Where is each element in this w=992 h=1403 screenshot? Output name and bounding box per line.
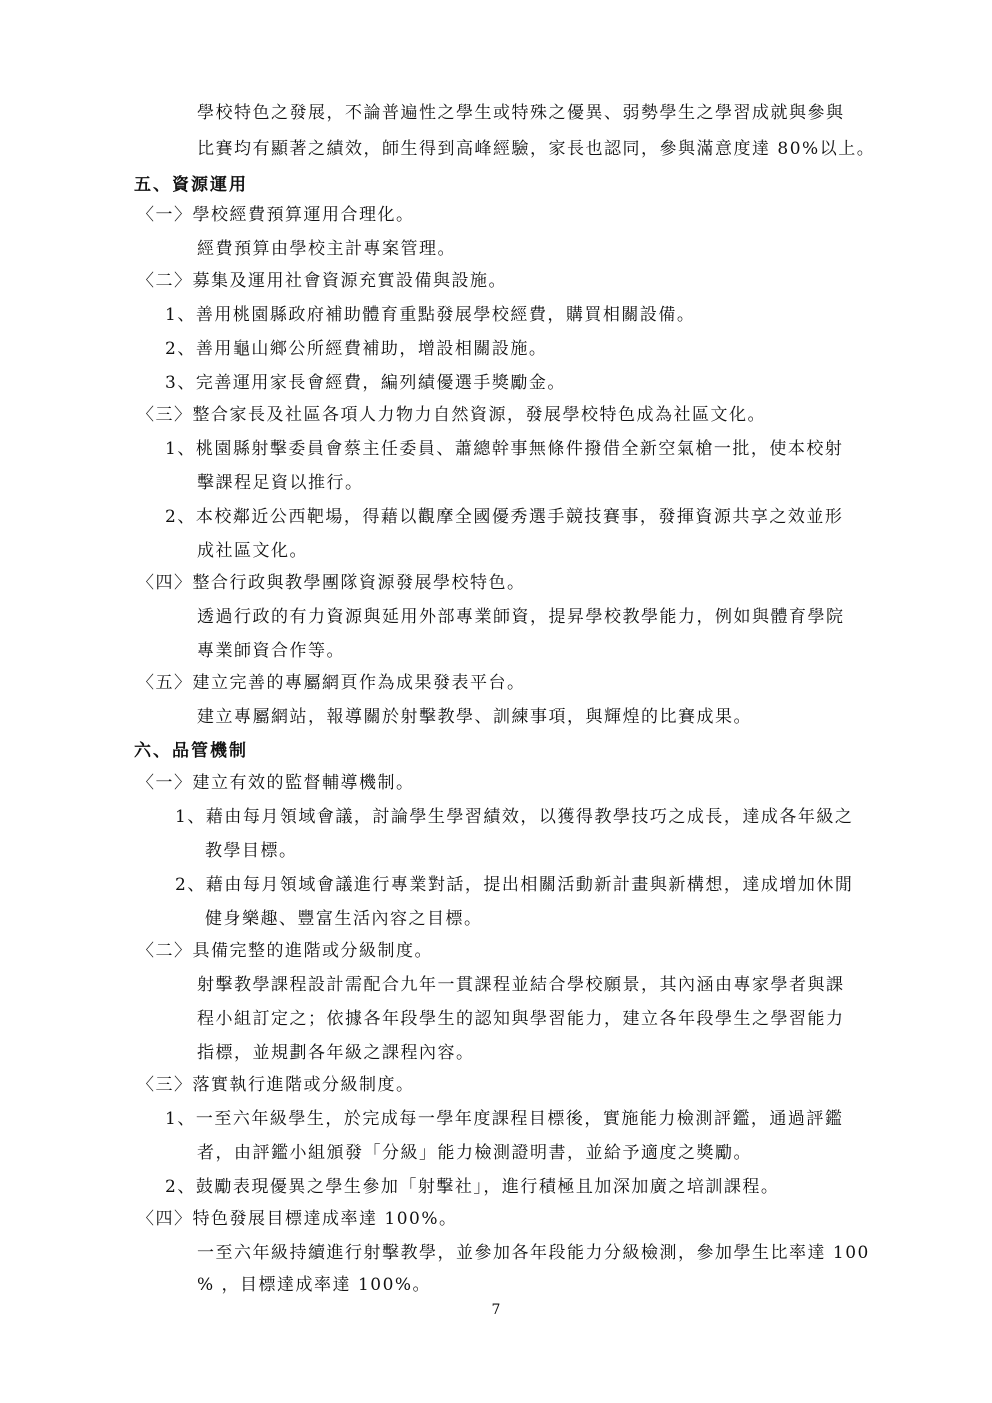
section-heading: 五、資源運用 [134,175,248,195]
body-text-line: 專業師資合作等。 [197,641,345,661]
page-number: 7 [491,1302,501,1318]
subsection-heading: 〈三〉落實執行進階或分級制度。 [137,1075,415,1095]
list-item-continuation: 成社區文化。 [197,541,308,561]
list-item-continuation: 教學目標。 [205,841,298,861]
body-text-line: 透過行政的有力資源與延用外部專業師資，提昇學校教學能力，例如與體育學院 [197,607,845,627]
list-item: 1、一至六年級學生，於完成每一學年度課程目標後，實施能力檢測評鑑，通過評鑑 [165,1109,844,1129]
list-item: 1、桃園縣射擊委員會蔡主任委員、蕭總幹事無條件撥借全新空氣槍一批，使本校射 [165,439,844,459]
subsection-heading: 〈四〉特色發展目標達成率達 100%。 [137,1209,458,1229]
subsection-heading: 〈一〉建立有效的監督輔導機制。 [137,773,415,793]
subsection-heading: 〈二〉具備完整的進階或分級制度。 [137,941,433,961]
list-item: 1、藉由每月領域會議，討論學生學習績效，以獲得教學技巧之成長，達成各年級之 [175,807,854,827]
list-item: 2、藉由每月領域會議進行專業對話，提出相關活動新計畫與新構想，達成增加休閒 [175,875,854,895]
body-text-line: 建立專屬網站，報導關於射擊教學、訓練事項，與輝煌的比賽成果。 [197,707,752,727]
list-item-continuation: 健身樂趣、豐富生活內容之目標。 [205,909,483,929]
body-text-line: 射擊教學課程設計需配合九年一貫課程並結合學校願景，其內涵由專家學者與課 [197,975,845,995]
list-item-continuation: 者，由評鑑小組頒發「分級」能力檢測證明書，並給予適度之獎勵。 [197,1143,752,1163]
subsection-heading: 〈四〉整合行政與教學團隊資源發展學校特色。 [137,573,526,593]
subsection-heading: 〈三〉整合家長及社區各項人力物力自然資源，發展學校特色成為社區文化。 [137,405,766,425]
list-item: 1、善用桃園縣政府補助體育重點發展學校經費，購買相關設備。 [165,305,696,325]
section-heading: 六、品管機制 [134,741,248,761]
body-text-line: 一至六年級持續進行射擊教學，並參加各年段能力分級檢測，參加學生比率達 100 [197,1243,870,1263]
list-item: 2、鼓勵表現優異之學生參加「射擊社」，進行積極且加深加廣之培訓課程。 [165,1177,780,1197]
body-text-line: 程小組訂定之；依據各年段學生的認知與學習能力，建立各年段學生之學習能力 [197,1009,845,1029]
subsection-heading: 〈一〉學校經費預算運用合理化。 [137,205,415,225]
list-item-continuation: 擊課程足資以推行。 [197,473,364,493]
body-text-line: 指標，並規劃各年級之課程內容。 [197,1043,475,1063]
list-item: 3、完善運用家長會經費，編列績優選手獎勵金。 [165,373,566,393]
body-text-line: % ，目標達成率達 100%。 [197,1275,432,1295]
body-text-line: 經費預算由學校主計專案管理。 [197,239,456,259]
subsection-heading: 〈五〉建立完善的專屬網頁作為成果發表平台。 [137,673,526,693]
subsection-heading: 〈二〉募集及運用社會資源充實設備與設施。 [137,271,507,291]
list-item: 2、本校鄰近公西靶場，得藉以觀摩全國優秀選手競技賽事，發揮資源共享之效並形 [165,507,844,527]
body-text-line: 比賽均有顯著之績效，師生得到高峰經驗，家長也認同，參與滿意度達 80%以上。 [197,139,876,159]
body-text-line: 學校特色之發展，不論普遍性之學生或特殊之優異、弱勢學生之學習成就與參與 [197,103,845,123]
list-item: 2、善用龜山鄉公所經費補助，增設相關設施。 [165,339,548,359]
